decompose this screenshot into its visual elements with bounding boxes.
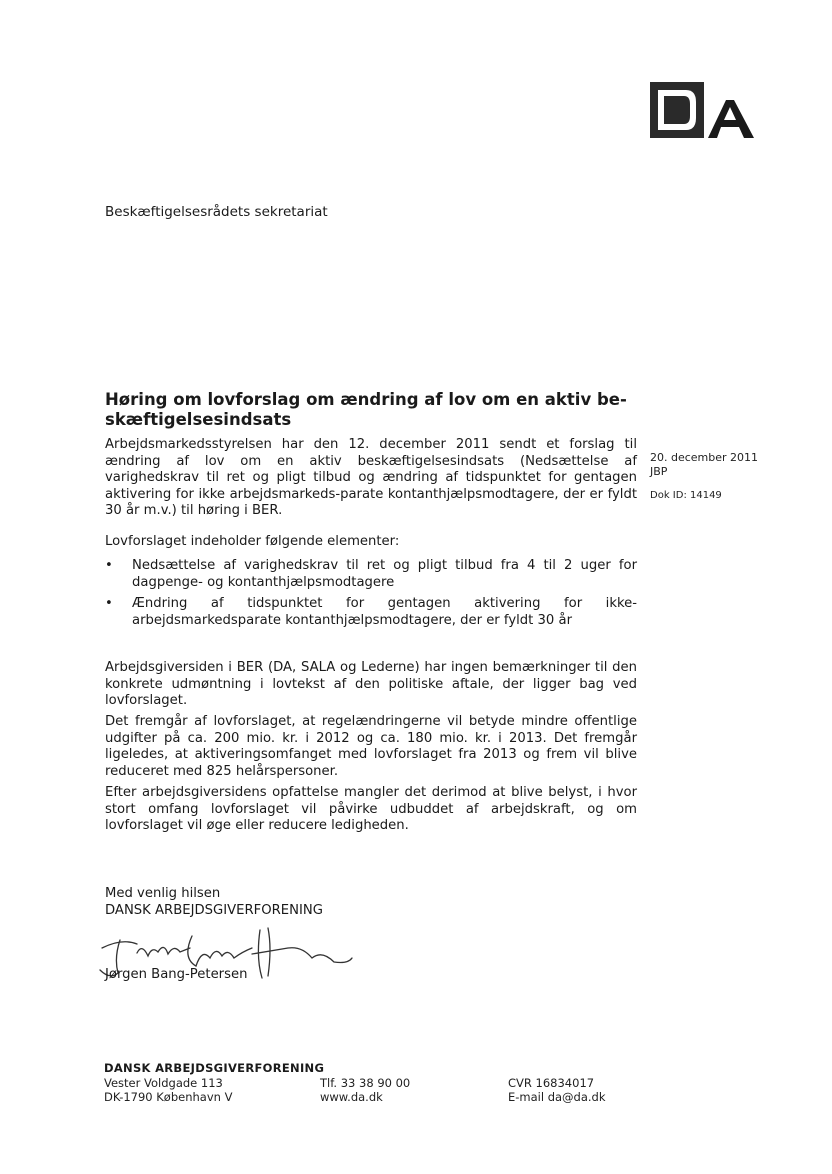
list-item <box>105 596 637 629</box>
greeting: Med venlig hilsen <box>105 886 221 901</box>
recipient: Beskæftigelsesrådets sekretariat <box>105 204 328 220</box>
side-info <box>650 451 758 503</box>
costs-paragraph: Det fremgår af lovforslaget, at regelændringerne vil betyde mindre offentlige udgifter på ca. 200 mio. kr. i 2012 og ca. 180 mio. kr. i 2013. Det fremgår ligeledes, at aktiveringsomfanget med lovforslaget fra 2013 og frem vil blive reduceret med 825 helårspersoner. <box>105 714 637 779</box>
bullet-icon: • <box>105 596 113 612</box>
list-intro: Lovforslaget indeholder følgende elementer: <box>105 534 400 549</box>
list-item-text: Ændring af tidspunktet for gentagen aktivering for ikke-arbejdsmarkedsparate kontanthjælpsmodtagere, der er fyldt 30 år <box>132 596 637 628</box>
cvr-number: CVR 16834017 <box>508 1076 595 1090</box>
elements-list <box>105 558 637 634</box>
footer-registration <box>508 1076 606 1104</box>
letter-date: 20. december 2011 <box>650 451 759 464</box>
footer-organization: DANSK ARBEJDSGIVERFORENING <box>104 1061 325 1075</box>
email-link[interactable]: E-mail da@da.dk <box>508 1090 606 1104</box>
author-initials: JBP <box>650 465 668 478</box>
intro-paragraph: Arbejdsmarkedsstyrelsen har den 12. december 2011 sendt et forslag til ændring af lov om en aktiv beskæftigelsesindsats (Nedsættelse af varighedskrav til ret og pligt tilbud og ændring af tidspunktet for gentagen aktivering for ikke arbejdsmarkeds-parate kontanthjælpsmodtagere, der er fyldt 30 år m.v.) til høring i BER. <box>105 437 637 519</box>
position-paragraph: Arbejdsgiversiden i BER (DA, SALA og Lederne) har ingen bemærkninger til den konkrete udmøntning i lovtekst af den politiske aftale, der ligger bag ved lovforslaget. <box>105 660 637 709</box>
footer-address <box>104 1076 232 1104</box>
letter-title: Høring om lovforslag om ændring af lov om en aktiv be-skæftigelsesindsats <box>105 390 627 429</box>
address-line: DK-1790 København V <box>104 1090 233 1104</box>
closing-block <box>105 885 323 919</box>
website-link[interactable]: www.da.dk <box>320 1090 383 1104</box>
footer-contact <box>320 1076 410 1104</box>
concern-paragraph: Efter arbejdsgiversidens opfattelse mangler det derimod at blive belyst, i hvor stort omfang lovforslaget vil påvirke udbuddet af arbejdskraft, og om lovforslaget vil øge eller reducere ledigheden. <box>105 785 637 834</box>
address-line: Vester Voldgade 113 <box>104 1076 223 1090</box>
list-item <box>105 558 637 591</box>
phone-number: Tlf. 33 38 90 00 <box>320 1076 411 1090</box>
doc-id: Dok ID: 14149 <box>650 490 722 501</box>
list-item-text: Nedsættelse af varighedskrav til ret og pligt tilbud fra 4 til 2 uger for dagpenge- og kontanthjælpsmodtagere <box>132 558 637 590</box>
closing-organization: DANSK ARBEJDSGIVERFORENING <box>105 903 323 918</box>
bullet-icon: • <box>105 558 113 573</box>
da-logo <box>650 82 760 138</box>
signer-name: Jørgen Bang-Petersen <box>105 967 248 982</box>
